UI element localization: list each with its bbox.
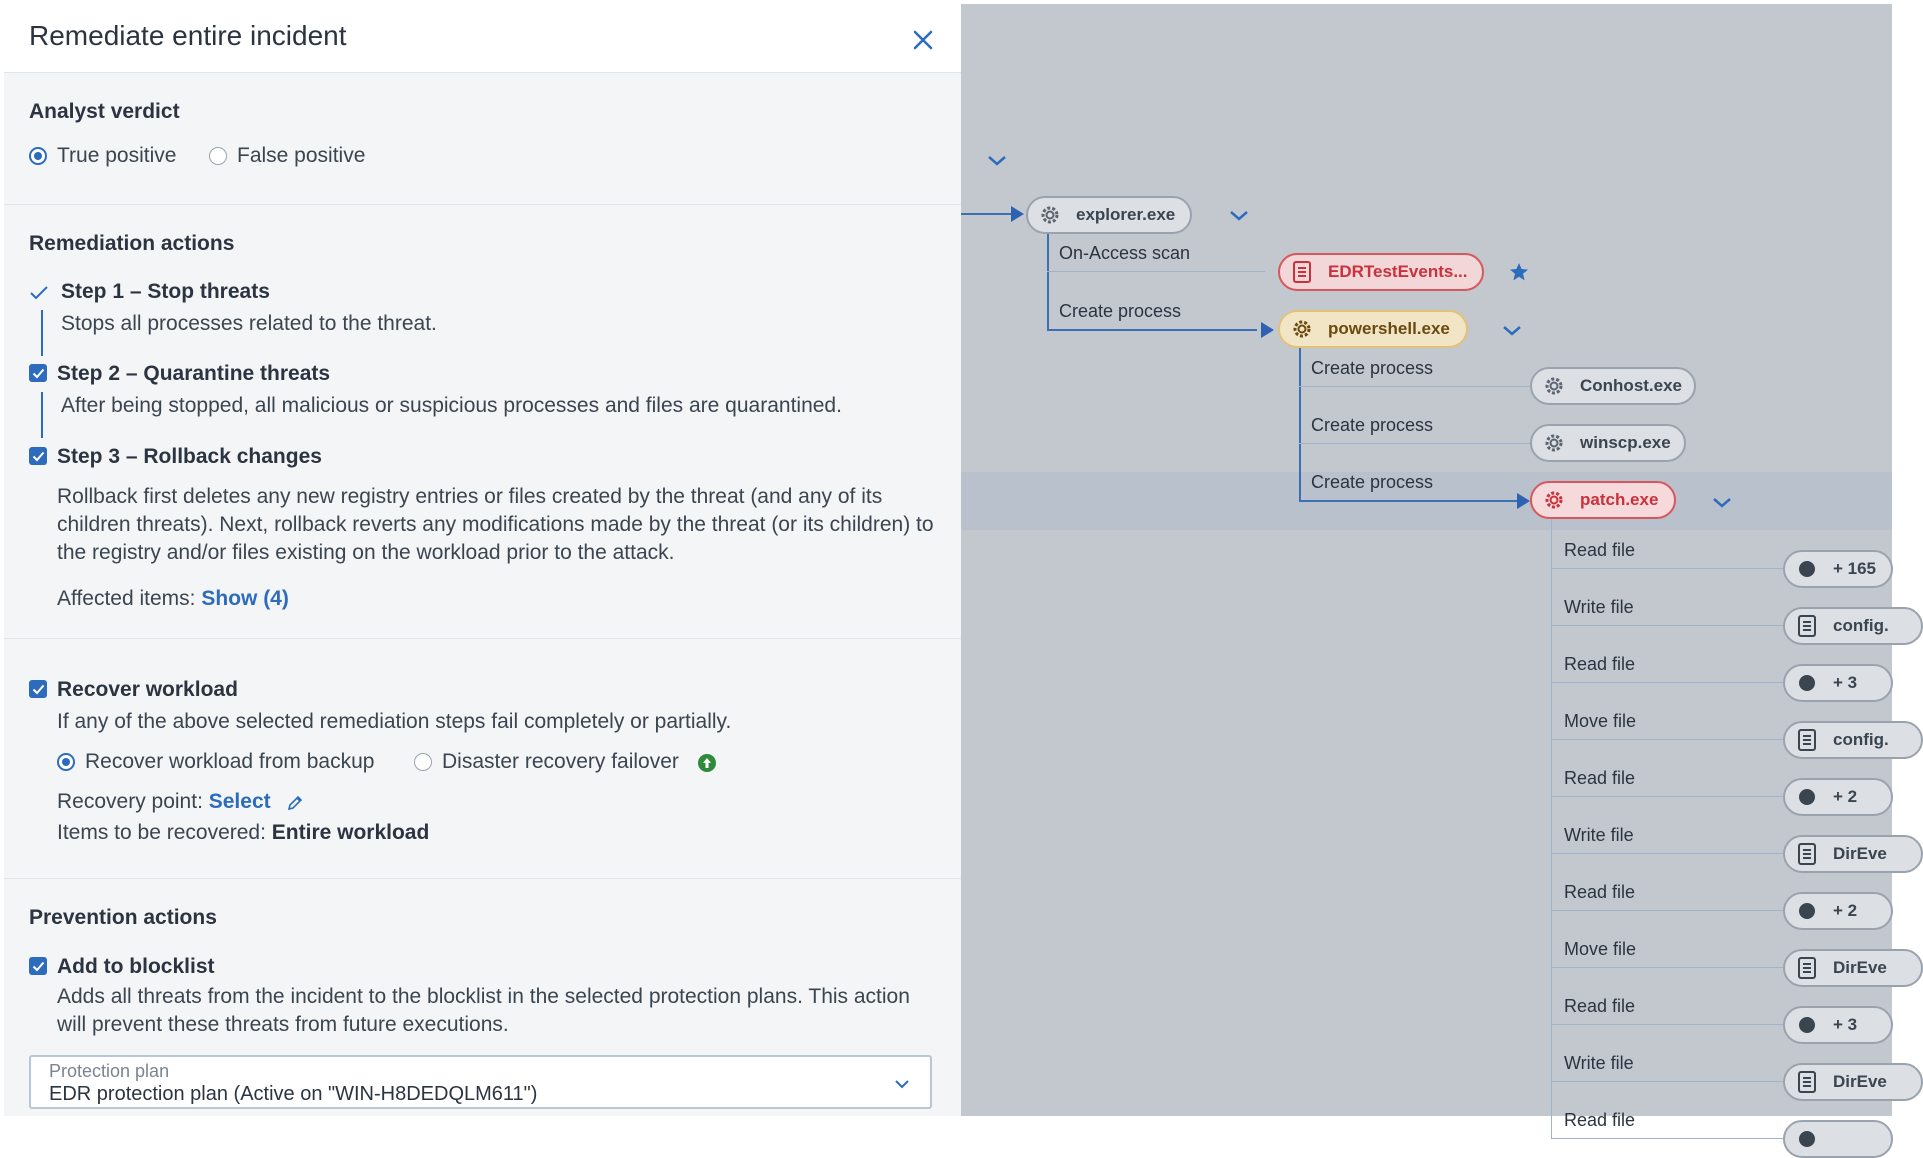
- chevron-down-icon[interactable]: [1711, 496, 1733, 510]
- recovery-point-select-link[interactable]: Select: [208, 790, 271, 813]
- node-powershell[interactable]: powershell.exe: [1278, 310, 1468, 348]
- step-connector: [41, 392, 43, 438]
- show-affected-link[interactable]: Show (4): [201, 587, 289, 610]
- recovery-point: Recovery point: Select: [57, 790, 271, 813]
- gear-icon: [1542, 374, 1566, 398]
- file-event-connector: [1551, 910, 1783, 911]
- chevron-down-icon[interactable]: [986, 154, 1008, 168]
- disaster-recovery-label[interactable]: Disaster recovery failover: [442, 750, 679, 773]
- file-node-label: DirEve: [1833, 1072, 1887, 1091]
- process-graph[interactable]: [961, 4, 1892, 1130]
- divider: [4, 204, 961, 205]
- dot-icon: [1795, 785, 1819, 809]
- file-node-label: config.: [1833, 616, 1889, 635]
- step-3-checkbox[interactable]: [29, 447, 47, 465]
- recover-from-backup-radio[interactable]: [57, 753, 75, 771]
- node-patch[interactable]: patch.exe: [1530, 481, 1676, 519]
- recover-workload-desc: If any of the above selected remediation steps fail completely or partially.: [57, 710, 732, 733]
- gear-icon: [1290, 317, 1314, 341]
- recover-workload-checkbox[interactable]: [29, 680, 47, 698]
- items-to-recover: Items to be recovered: Entire workload: [57, 821, 430, 844]
- step-1-title: Step 1 – Stop threats: [61, 280, 270, 303]
- file-group-node[interactable]: [1783, 1006, 1893, 1044]
- edge-label: Create process: [1059, 301, 1182, 321]
- dot-icon: [1795, 671, 1819, 695]
- file-icon: [1795, 728, 1819, 752]
- file-event-label: Move file: [1564, 711, 1637, 731]
- upgrade-icon: [698, 754, 716, 772]
- file-node-label: + 2: [1833, 901, 1858, 920]
- file-event-connector: [1551, 682, 1783, 683]
- chevron-down-icon[interactable]: [1501, 324, 1523, 338]
- affected-items: Affected items: Show (4): [57, 587, 289, 610]
- file-node-label: config.: [1833, 730, 1889, 749]
- file-event-connector: [1551, 568, 1783, 569]
- dot-icon: [1795, 1013, 1819, 1037]
- verdict-heading: Analyst verdict: [29, 100, 180, 123]
- file-event-connector: [1551, 853, 1783, 854]
- prevention-heading: Prevention actions: [29, 906, 217, 929]
- file-event-connector: [1551, 1138, 1783, 1139]
- file-icon: [1795, 956, 1819, 980]
- file-event-label: Move file: [1564, 939, 1637, 959]
- blocklist-checkbox[interactable]: [29, 957, 47, 975]
- file-node[interactable]: [1783, 607, 1923, 645]
- true-positive-label[interactable]: True positive: [57, 144, 177, 167]
- file-icon: [1795, 614, 1819, 638]
- edge-label: Create process: [1311, 472, 1434, 492]
- file-node-label: + 3: [1833, 1015, 1858, 1034]
- file-node-label: + 3: [1833, 673, 1858, 692]
- panel-header: [4, 4, 961, 73]
- gear-icon: [1542, 431, 1566, 455]
- edge-label: Create process: [1311, 415, 1434, 435]
- step-3-desc: Rollback first deletes any new registry entries or files created by the threat (and any of its children threats). Next, rollback reverts any modifications made by the threat (or its children) to the registry and/or files existing on the workload prior to the attack.: [57, 485, 934, 564]
- arrow-icon: [1011, 206, 1024, 222]
- file-node-label: DirEve: [1833, 844, 1887, 863]
- chevron-down-icon: [894, 1079, 910, 1089]
- file-event-label: Read file: [1564, 996, 1636, 1016]
- remediate-panel: [4, 4, 961, 1116]
- file-event-connector: [1551, 967, 1783, 968]
- file-event-label: Write file: [1564, 1053, 1634, 1073]
- star-icon: [1509, 262, 1529, 282]
- file-node-label: DirEve: [1833, 958, 1887, 977]
- file-group-node[interactable]: [1783, 778, 1893, 816]
- dot-icon: [1795, 1127, 1819, 1151]
- disaster-recovery-radio[interactable]: [414, 753, 432, 771]
- edge-label: On-Access scan: [1059, 243, 1191, 263]
- file-event-connector: [1551, 739, 1783, 740]
- true-positive-radio[interactable]: [29, 147, 47, 165]
- file-event-connector: [1551, 1024, 1783, 1025]
- file-node-label: + 165: [1833, 559, 1877, 578]
- arrow-icon: [1517, 493, 1530, 509]
- file-event-connector: [1551, 796, 1783, 797]
- false-positive-label[interactable]: False positive: [237, 144, 366, 167]
- file-node[interactable]: [1783, 949, 1923, 987]
- step-1-desc: Stops all processes related to the threat.: [61, 312, 437, 335]
- gear-icon: [1038, 203, 1062, 227]
- file-group-node[interactable]: [1783, 664, 1893, 702]
- step-connector: [41, 310, 43, 356]
- blocklist-title: Add to blocklist: [57, 955, 215, 978]
- close-icon[interactable]: [909, 26, 937, 54]
- dot-icon: [1795, 899, 1819, 923]
- file-event-label: Read file: [1564, 540, 1636, 560]
- remediation-heading: Remediation actions: [29, 232, 235, 255]
- file-icon: [1795, 842, 1819, 866]
- file-event-label: Write file: [1564, 597, 1634, 617]
- divider: [4, 638, 961, 639]
- file-event-label: Read file: [1564, 882, 1636, 902]
- pencil-icon[interactable]: [286, 794, 304, 812]
- file-event-connector: [1551, 625, 1783, 626]
- gear-icon: [1542, 488, 1566, 512]
- divider: [4, 878, 961, 879]
- step-2-title: Step 2 – Quarantine threats: [57, 362, 331, 385]
- recover-workload-title: Recover workload: [57, 678, 238, 701]
- file-event-connector: [1551, 1081, 1783, 1082]
- file-event-label: Read file: [1564, 654, 1636, 674]
- check-mark-icon: [29, 285, 49, 301]
- file-event-label: Read file: [1564, 768, 1636, 788]
- blocklist-desc: Adds all threats from the incident to the blocklist in the selected protection plans. This action will prevent these threats from future executions.: [57, 985, 910, 1036]
- file-group-node[interactable]: [1783, 892, 1893, 930]
- arrow-icon: [1261, 322, 1274, 338]
- protection-plan-select[interactable]: [29, 1055, 932, 1109]
- chevron-down-icon[interactable]: [1228, 209, 1250, 223]
- node-winscp[interactable]: winscp.exe: [1530, 424, 1686, 462]
- recover-from-backup-label[interactable]: Recover workload from backup: [85, 750, 375, 773]
- file-group-node[interactable]: [1783, 550, 1893, 588]
- file-event-label: Write file: [1564, 825, 1634, 845]
- step-2-checkbox[interactable]: [29, 364, 47, 382]
- file-group-node[interactable]: [1783, 1120, 1893, 1158]
- node-explorer[interactable]: explorer.exe: [1026, 196, 1192, 234]
- file-node-label: + 2: [1833, 787, 1858, 806]
- page-title: Remediate entire incident: [29, 20, 347, 51]
- file-node[interactable]: [1783, 721, 1923, 759]
- file-node[interactable]: [1783, 1063, 1923, 1101]
- step-3-title: Step 3 – Rollback changes: [57, 445, 322, 468]
- protection-plan-value: EDR protection plan (Active on "WIN-H8DEDQLM611"): [49, 1083, 538, 1105]
- node-conhost[interactable]: Conhost.exe: [1530, 367, 1696, 405]
- false-positive-radio[interactable]: [209, 147, 227, 165]
- step-2-desc: After being stopped, all malicious or suspicious processes and files are quarantined.: [61, 394, 842, 417]
- edge-label: Create process: [1311, 358, 1434, 378]
- file-event-label: Read file: [1564, 1110, 1636, 1130]
- file-icon: [1795, 1070, 1819, 1094]
- node-edrtestevents[interactable]: EDRTestEvents...: [1278, 253, 1484, 291]
- file-icon: [1290, 260, 1314, 284]
- protection-plan-caption: Protection plan: [49, 1061, 170, 1081]
- file-node[interactable]: [1783, 835, 1923, 873]
- dot-icon: [1795, 557, 1819, 581]
